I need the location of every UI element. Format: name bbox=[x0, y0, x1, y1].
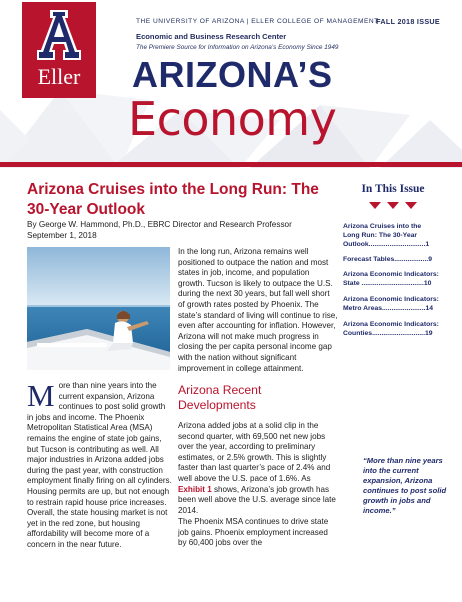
toc-line: Long Run: The 30-Year bbox=[343, 232, 418, 239]
phoenix-paragraph: The Phoenix MSA continues to drive state job gains. Phoenix employment increased by 60,400 jobs over the bbox=[178, 517, 329, 548]
recent-developments-paragraph bbox=[178, 421, 338, 516]
toc-line: Metro Areas.......................14 bbox=[343, 305, 434, 312]
toc-line: Outlook..............................1 bbox=[343, 241, 430, 248]
logo-text: Eller bbox=[37, 64, 81, 89]
eller-logo[interactable] bbox=[22, 2, 96, 98]
article-headline: Arizona Cruises into the Long Run: The 30-Year Outlook bbox=[27, 181, 319, 218]
toc-line: Forecast Tables..................9 bbox=[343, 256, 433, 263]
toc-line: Counties............................19 bbox=[343, 330, 433, 337]
woman-on-boat-image bbox=[27, 247, 170, 370]
header-divider bbox=[0, 162, 462, 167]
publication-title-line2: Economy bbox=[128, 92, 337, 146]
arizona-a-icon bbox=[31, 8, 87, 62]
paragraph-text-end: shows, Arizona’s job growth has been well above the U.S. average since late 2014. bbox=[178, 484, 336, 515]
lead-paragraph bbox=[27, 378, 173, 551]
masthead bbox=[0, 0, 462, 168]
toc-item-county-indicators[interactable] bbox=[343, 320, 443, 338]
lead-paragraph-text: ore than nine years into the current expansion, Arizona continues to post solid growth in jobs and income. The Phoenix Metropolitan Statistical Area (MSA) remains the engine of state job gains, but Tucson is contributing as well. All major industries in Arizona added jobs during the past year, with construction employment finally firing on all cylinders. Housing permits are up, but not enough to restrain rapid house price increases. Overall, the state housing market is not yet in the red zone, but housing affordability will become more of a concern in the near future. bbox=[27, 381, 172, 549]
toc-item-state-indicators[interactable] bbox=[343, 270, 443, 288]
toc-line: State .................................10 bbox=[343, 280, 432, 287]
toc-line: Arizona Economic Indicators: bbox=[343, 296, 439, 303]
drop-cap: M bbox=[27, 378, 55, 413]
toc-line: Arizona Economic Indicators: bbox=[343, 321, 439, 328]
intro-paragraph: In the long run, Arizona remains well positioned to outpace the nation and most states in job, income, and population growth. Tucson is likely to outpace the U.S. during the next 30 years, but fall well short of growth rates posted by Phoenix. The state’s standard of living will continue to rise, even after accounting for inflation. However, Arizona will not make much progress in closing the per capita personal income gap with the nation without significant improvement in college attainment. bbox=[178, 247, 338, 373]
issue-label: FALL 2018 ISSUE bbox=[376, 17, 440, 26]
sidebar-title: In This Issue bbox=[361, 183, 425, 195]
exhibit-link[interactable]: Exhibit 1 bbox=[178, 484, 212, 494]
publication-title-line1: ARIZONA’S bbox=[132, 54, 333, 95]
toc-item-cruises[interactable] bbox=[343, 222, 443, 249]
section-heading: Arizona Recent Developments bbox=[178, 383, 262, 412]
paragraph-text-start: Arizona added jobs at a solid clip in the second quarter, with 69,500 net new jobs over the year, according to preliminary estimates, or 2.5% growth. This is slightly faster than last quarter’s pace of 2.4% and well above the U.S. pace of 1.6%. As bbox=[178, 421, 331, 483]
tagline: The Premiere Source for Information on Arizona’s Economy Since 1949 bbox=[136, 44, 339, 51]
university-line: THE UNIVERSITY OF ARIZONA | ELLER COLLEGE OF MANAGEMENT bbox=[136, 18, 379, 25]
toc-line: Arizona Economic Indicators: bbox=[343, 271, 439, 278]
triangle-divider-icon bbox=[369, 202, 417, 210]
toc-item-forecast-tables[interactable] bbox=[343, 255, 443, 264]
article-date: September 1, 2018 bbox=[27, 231, 97, 240]
article-byline: By George W. Hammond, Ph.D., EBRC Director and Research Professor bbox=[27, 220, 292, 229]
toc-line: Arizona Cruises into the bbox=[343, 223, 422, 230]
toc-item-metro-indicators[interactable] bbox=[343, 295, 443, 313]
pull-quote: “More than nine years into the current expansion, Arizona continues to post solid growth in jobs and income.” bbox=[363, 456, 447, 515]
center-name: Economic and Business Research Center bbox=[136, 32, 287, 41]
boat-photo bbox=[27, 247, 170, 370]
